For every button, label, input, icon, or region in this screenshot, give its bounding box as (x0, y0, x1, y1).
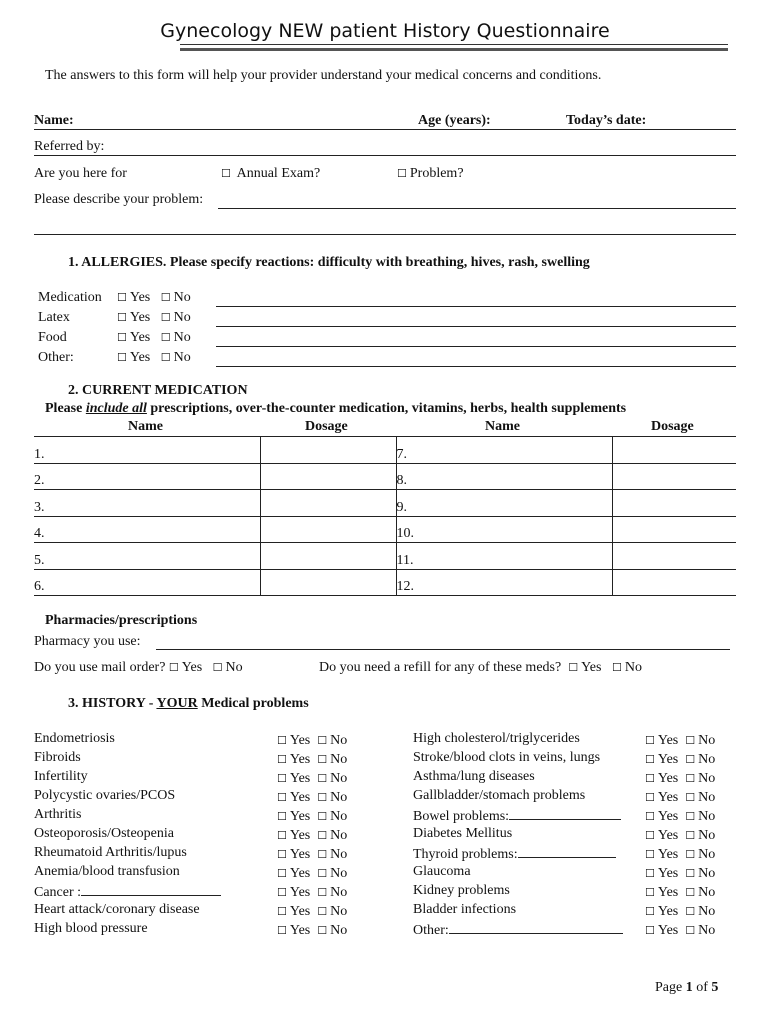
no-label: No (225, 660, 243, 675)
checkbox-icon[interactable]: ☐ (317, 886, 328, 899)
no-label: No (330, 733, 348, 748)
allergy-reaction-line[interactable] (216, 346, 736, 347)
history-yes-no[interactable] (645, 828, 715, 844)
history-item-label (413, 788, 585, 804)
checkbox-icon[interactable]: ☐ (685, 791, 696, 804)
sub-prefix: Please (45, 401, 86, 416)
history-item-label (413, 769, 535, 785)
history-item-label (413, 864, 471, 880)
no-label: No (624, 660, 642, 675)
checkbox-icon[interactable]: ☐ (645, 905, 655, 918)
history-item-text: Asthma/lung diseases (413, 769, 535, 784)
dosage-cell[interactable] (612, 490, 736, 517)
describe-field-line[interactable] (218, 208, 736, 209)
allergy-label-latex: Latex (38, 310, 70, 325)
history-item-text: Rheumatoid Arthritis/lupus (34, 845, 187, 860)
history-heading-emph: YOUR (156, 696, 198, 711)
history-yes-no[interactable] (645, 790, 715, 806)
table-row (34, 490, 736, 517)
pharmacy-heading: Pharmacies/prescriptions (45, 613, 198, 628)
checkbox-icon[interactable]: ☐ (277, 772, 287, 785)
history-item-text: Cancer : (34, 885, 82, 900)
age-label (418, 113, 491, 129)
history-item-label (34, 883, 221, 901)
no-label: No (698, 771, 716, 786)
mail-order-question (34, 660, 243, 676)
history-yes-no[interactable] (645, 809, 715, 825)
history-item-label (34, 807, 81, 823)
yes-label: Yes (129, 350, 151, 365)
yes-label: Yes (657, 771, 679, 786)
checkbox-icon[interactable]: ☐ (117, 351, 127, 364)
checkbox-icon[interactable]: ☐ (685, 810, 696, 823)
checkbox-icon[interactable]: ☐ (277, 810, 287, 823)
med-cell[interactable]: 5. (34, 552, 45, 568)
title-rule-thick (180, 48, 728, 51)
dosage-cell[interactable] (260, 543, 396, 570)
yes-label: Yes (289, 904, 311, 919)
history-yes-no[interactable] (277, 733, 347, 749)
history-yes-no[interactable] (645, 885, 715, 901)
checkbox-icon[interactable]: ☐ (221, 167, 231, 180)
med-cell[interactable]: 2. (34, 473, 45, 488)
med-cell[interactable]: 9. (396, 490, 612, 517)
yes-label: Yes (289, 771, 311, 786)
dosage-cell[interactable] (260, 437, 396, 464)
checkbox-icon[interactable]: ☐ (277, 867, 287, 880)
yes-label: Yes (289, 828, 311, 843)
checkbox-icon[interactable]: ☐ (212, 661, 223, 674)
checkbox-icon[interactable]: ☐ (685, 905, 696, 918)
problem-label: Problem? (409, 166, 464, 181)
checkbox-icon[interactable]: ☐ (160, 331, 171, 344)
allergy-yes-no[interactable] (117, 290, 191, 306)
dosage-cell[interactable] (612, 516, 736, 543)
history-item-text: Osteoporosis/Osteopenia (34, 826, 174, 841)
history-item-text: Anemia/blood transfusion (34, 864, 180, 879)
med-cell[interactable]: 4. (34, 526, 45, 541)
table-row (34, 437, 736, 464)
no-label: No (330, 904, 348, 919)
yes-label: Yes (289, 923, 311, 938)
checkbox-icon[interactable]: ☐ (317, 753, 328, 766)
no-label: No (173, 350, 191, 365)
no-label: No (173, 290, 191, 305)
yes-label: Yes (657, 866, 679, 881)
checkbox-icon[interactable]: ☐ (397, 167, 407, 180)
no-label: No (698, 847, 716, 862)
checkbox-icon[interactable]: ☐ (277, 905, 287, 918)
allergies-heading: 1. ALLERGIES. Please specify reactions: difficulty with breathing, hives, rash, swelling (68, 255, 590, 270)
history-item-label (34, 731, 115, 747)
refill-question (319, 660, 642, 676)
history-yes-no[interactable] (277, 809, 347, 825)
yes-label: Yes (657, 790, 679, 805)
yes-label: Yes (181, 660, 203, 675)
history-item-text: Fibroids (34, 750, 81, 765)
checkbox-icon[interactable]: ☐ (645, 829, 655, 842)
medication-table (34, 436, 736, 596)
medication-subheading (45, 401, 626, 417)
name-label: Name: (34, 113, 74, 128)
yes-label: Yes (581, 660, 602, 675)
yes-label: Yes (289, 809, 311, 824)
med-cell[interactable]: 10. (396, 516, 612, 543)
col-header-dosage-2: Dosage (651, 419, 694, 434)
checkbox-icon[interactable]: ☐ (317, 791, 328, 804)
checkbox-icon[interactable]: ☐ (160, 351, 171, 364)
history-item-text: High blood pressure (34, 921, 148, 936)
checkbox-icon[interactable]: ☐ (685, 867, 696, 880)
no-label: No (330, 866, 348, 881)
history-heading (68, 696, 309, 712)
checkbox-icon[interactable]: ☐ (611, 661, 622, 674)
intro-text: The answers to this form will help your provider understand your medical concerns and conditions. (45, 68, 602, 83)
history-yes-no[interactable] (645, 771, 715, 787)
title-rule (180, 44, 728, 45)
history-item-text: Endometriosis (34, 731, 115, 746)
checkbox-icon[interactable]: ☐ (277, 753, 287, 766)
checkbox-icon[interactable]: ☐ (645, 848, 655, 861)
no-label: No (330, 828, 348, 843)
describe-field-line-2[interactable] (34, 234, 736, 235)
checkbox-icon[interactable]: ☐ (277, 886, 287, 899)
medication-heading: 2. CURRENT MEDICATION (68, 383, 248, 398)
history-yes-no[interactable] (645, 847, 715, 863)
checkbox-icon[interactable]: ☐ (645, 753, 655, 766)
allergy-label-other: Other: (38, 350, 74, 365)
col-header-dosage: Dosage (305, 419, 348, 434)
checkbox-icon[interactable]: ☐ (685, 734, 696, 747)
history-item-label (34, 921, 148, 937)
history-item-label (413, 845, 616, 863)
history-yes-no[interactable] (277, 847, 347, 863)
allergy-reaction-line[interactable] (216, 306, 736, 307)
dosage-cell[interactable] (260, 569, 396, 596)
describe-label: Please describe your problem: (34, 192, 204, 207)
no-label: No (330, 790, 348, 805)
no-label: No (330, 923, 348, 938)
yes-label: Yes (129, 330, 151, 345)
yes-label: Yes (289, 733, 311, 748)
history-yes-no[interactable] (645, 904, 715, 920)
checkbox-icon[interactable]: ☐ (117, 311, 127, 324)
checkbox-icon[interactable]: ☐ (168, 661, 179, 674)
med-cell[interactable]: 6. (34, 579, 45, 594)
yes-label: Yes (129, 310, 151, 325)
no-label: No (173, 310, 191, 325)
yes-label: Yes (289, 847, 311, 862)
dosage-cell[interactable] (612, 437, 736, 464)
referred-label: Referred by: (34, 139, 105, 154)
checkbox-icon[interactable]: ☐ (685, 848, 696, 861)
history-item-text: Polycystic ovaries/PCOS (34, 788, 176, 803)
history-item-label (413, 883, 510, 899)
history-item-text: Gallbladder/stomach problems (413, 788, 586, 803)
date-label: Today’s date: (566, 113, 647, 128)
history-item-label (413, 750, 600, 766)
allergy-reaction-line[interactable] (216, 366, 736, 367)
no-label: No (330, 771, 348, 786)
page-total: 5 (711, 980, 719, 995)
yes-label: Yes (657, 847, 679, 862)
history-yes-no[interactable] (277, 828, 347, 844)
history-yes-no[interactable] (277, 923, 347, 939)
checkbox-icon[interactable]: ☐ (317, 924, 328, 937)
med-cell[interactable]: 1. (34, 446, 45, 462)
history-heading-suffix: Medical problems (197, 696, 309, 711)
med-cell[interactable]: 7. (396, 437, 612, 464)
allergy-yes-no[interactable] (117, 350, 191, 366)
dosage-cell[interactable] (260, 516, 396, 543)
no-label: No (698, 828, 716, 843)
history-yes-no[interactable] (277, 885, 347, 901)
no-label: No (698, 923, 716, 938)
checkbox-icon[interactable]: ☐ (277, 848, 287, 861)
history-item-text: Kidney problems (413, 883, 510, 898)
history-item-label (413, 731, 580, 747)
allergy-label-medication: Medication (38, 290, 102, 305)
checkbox-icon[interactable]: ☐ (568, 661, 579, 674)
checkbox-icon[interactable]: ☐ (685, 886, 696, 899)
no-label: No (330, 885, 348, 900)
history-item-label (413, 826, 512, 842)
history-item-text: Thyroid problems: (413, 847, 518, 862)
med-cell[interactable]: 8. (396, 463, 612, 490)
yes-label: Yes (289, 866, 311, 881)
history-item-label (34, 845, 187, 861)
history-yes-no[interactable] (277, 904, 347, 920)
yes-label: Yes (289, 885, 311, 900)
med-cell[interactable]: 3. (34, 499, 45, 515)
checkbox-icon[interactable]: ☐ (685, 753, 696, 766)
history-yes-no[interactable] (645, 923, 715, 939)
checkbox-icon[interactable]: ☐ (645, 924, 655, 937)
checkbox-icon[interactable]: ☐ (317, 848, 328, 861)
page-num: 1 (685, 980, 693, 995)
checkbox-icon[interactable]: ☐ (160, 291, 171, 304)
no-label: No (173, 330, 191, 345)
checkbox-icon[interactable]: ☐ (277, 829, 287, 842)
dosage-cell[interactable] (612, 569, 736, 596)
table-row (34, 463, 736, 490)
history-yes-no[interactable] (645, 733, 715, 749)
checkbox-icon[interactable]: ☐ (277, 734, 287, 747)
sub-emphasis: include all (85, 401, 147, 416)
history-detail-line[interactable] (81, 883, 221, 896)
med-cell[interactable]: 11. (396, 543, 612, 570)
history-detail-line[interactable] (518, 845, 616, 858)
no-label: No (698, 809, 716, 824)
col-header-name: Name (128, 419, 163, 434)
here-for-label: Are you here for (34, 166, 127, 181)
history-item-label (34, 750, 81, 766)
sub-suffix: prescriptions, over-the-counter medication, vitamins, herbs, health supplements (146, 401, 627, 416)
checkbox-icon[interactable]: ☐ (117, 331, 127, 344)
checkbox-icon[interactable]: ☐ (277, 924, 287, 937)
name-field-line[interactable] (34, 129, 736, 130)
allergy-yes-no[interactable] (117, 330, 191, 346)
no-label: No (698, 752, 716, 767)
checkbox-icon[interactable]: ☐ (317, 734, 328, 747)
med-cell[interactable]: 12. (396, 569, 612, 596)
checkbox-icon[interactable]: ☐ (117, 291, 127, 304)
pharmacy-use-label: Pharmacy you use: (34, 634, 141, 649)
history-item-label (413, 902, 516, 918)
checkbox-icon[interactable]: ☐ (685, 829, 696, 842)
history-detail-line[interactable] (509, 807, 621, 820)
history-yes-no[interactable] (277, 866, 347, 882)
history-item-label (413, 807, 621, 825)
history-yes-no[interactable] (645, 752, 715, 768)
history-item-label (34, 864, 180, 880)
dosage-cell[interactable] (612, 463, 736, 490)
history-item-label (34, 902, 200, 918)
no-label: No (698, 866, 716, 881)
history-yes-no[interactable] (277, 752, 347, 768)
page-title: Gynecology NEW patient History Questionnaire (160, 20, 610, 42)
no-label: No (330, 809, 348, 824)
history-item-text: Infertility (34, 769, 88, 784)
no-label: No (698, 904, 716, 919)
yes-label: Yes (657, 904, 679, 919)
mail-order-label: Do you use mail order? (34, 660, 166, 675)
yes-label: Yes (289, 790, 311, 805)
history-item-text: Diabetes Mellitus (413, 826, 513, 841)
checkbox-icon[interactable]: ☐ (645, 867, 655, 880)
age-label-text: Age (years): (418, 113, 491, 128)
history-item-label (34, 788, 175, 804)
history-item-text: Bowel problems: (413, 809, 510, 824)
yes-label: Yes (657, 828, 679, 843)
history-yes-no[interactable] (645, 866, 715, 882)
problem-option[interactable] (397, 166, 464, 182)
history-item-label (34, 826, 174, 842)
annual-exam-label: Annual Exam? (236, 166, 321, 181)
history-item-label (34, 769, 88, 785)
page-number (655, 980, 718, 996)
of-word: of (696, 980, 708, 995)
history-yes-no[interactable] (277, 790, 347, 806)
checkbox-icon[interactable]: ☐ (317, 905, 328, 918)
history-detail-line[interactable] (449, 921, 623, 934)
no-label: No (330, 752, 348, 767)
col-header-name-2: Name (485, 419, 520, 434)
yes-label: Yes (657, 733, 679, 748)
checkbox-icon[interactable]: ☐ (317, 772, 328, 785)
checkbox-icon[interactable]: ☐ (645, 886, 655, 899)
history-item-text: Glaucoma (413, 864, 471, 879)
table-row (34, 543, 736, 570)
history-item-text: Arthritis (34, 807, 82, 822)
checkbox-icon[interactable]: ☐ (685, 924, 696, 937)
checkbox-icon[interactable]: ☐ (317, 867, 328, 880)
checkbox-icon[interactable]: ☐ (645, 772, 655, 785)
history-item-text: High cholesterol/triglycerides (413, 731, 580, 746)
history-item-label (413, 921, 623, 939)
checkbox-icon[interactable]: ☐ (645, 734, 655, 747)
allergy-yes-no[interactable] (117, 310, 191, 326)
checkbox-icon[interactable]: ☐ (317, 810, 328, 823)
history-item-text: Bladder infections (413, 902, 517, 917)
table-row (34, 569, 736, 596)
checkbox-icon[interactable]: ☐ (317, 829, 328, 842)
no-label: No (698, 733, 716, 748)
dosage-cell[interactable] (612, 543, 736, 570)
allergy-label-food: Food (38, 330, 67, 345)
annual-exam-option[interactable] (221, 166, 320, 182)
allergy-reaction-line[interactable] (216, 326, 736, 327)
history-item-text: Stroke/blood clots in veins, lungs (413, 750, 601, 765)
yes-label: Yes (657, 923, 679, 938)
yes-label: Yes (657, 885, 679, 900)
history-item-text: Heart attack/coronary disease (34, 902, 200, 917)
no-label: No (698, 790, 716, 805)
checkbox-icon[interactable]: ☐ (160, 311, 171, 324)
history-item-text: Other: (413, 923, 449, 938)
pharmacy-field-line[interactable] (156, 649, 730, 650)
history-yes-no[interactable] (277, 771, 347, 787)
no-label: No (330, 847, 348, 862)
checkbox-icon[interactable]: ☐ (277, 791, 287, 804)
page-word: Page (655, 980, 683, 995)
table-row (34, 516, 736, 543)
refill-label: Do you need a refill for any of these meds? (319, 660, 562, 675)
referred-field-line[interactable] (34, 155, 736, 156)
checkbox-icon[interactable]: ☐ (645, 791, 655, 804)
yes-label: Yes (289, 752, 311, 767)
no-label: No (698, 885, 716, 900)
yes-label: Yes (657, 752, 679, 767)
dosage-cell[interactable] (260, 463, 396, 490)
history-heading-prefix: 3. HISTORY - (68, 696, 157, 711)
yes-label: Yes (129, 290, 151, 305)
yes-label: Yes (657, 809, 679, 824)
checkbox-icon[interactable]: ☐ (645, 810, 655, 823)
checkbox-icon[interactable]: ☐ (685, 772, 696, 785)
dosage-cell[interactable] (260, 490, 396, 517)
